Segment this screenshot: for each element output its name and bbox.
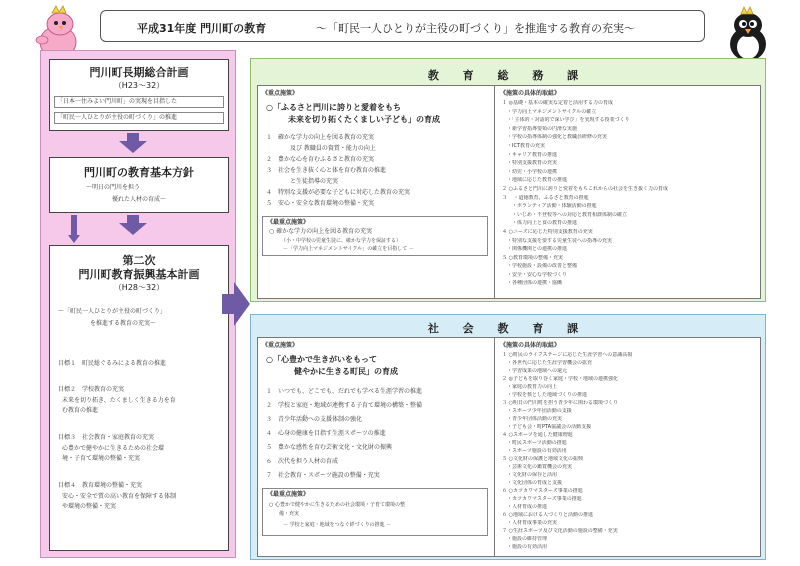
mascot-right-image [716, 4, 780, 66]
edu-focus-label: 《重点施策》 [262, 90, 299, 97]
detail-item: ・特別な支援を要する児童生徒への指導の充実 [502, 237, 613, 244]
soc-top-sub: － 学校と家庭・地域をつなぐ絆づくりの推進 － [283, 522, 392, 528]
detail-item: ・スポーツ施設の有効活用 [502, 448, 567, 454]
goal-4-head: 目標４ 教育環境の整備・充実 [58, 482, 143, 489]
arrow-left-side-icon [68, 235, 80, 243]
arrow-down-1-icon [119, 141, 147, 153]
soc-top-box [262, 488, 488, 536]
edu-detail-label: 《施策の具体的取組》 [500, 90, 561, 97]
title-bar [100, 10, 705, 42]
detail-item: ・人材育成の推進 [502, 504, 548, 510]
education-affairs-content [257, 85, 761, 299]
edu-top-head: ○ 確かな学力の向上を図る教育の充実 [269, 228, 373, 235]
detail-item: ３ ○明日の門川町を担う青少年に関わる環境づくり [502, 400, 618, 406]
education-affairs-panel [250, 58, 766, 302]
detail-item: ６ ○カツカワマスターズ事業の推進 [502, 488, 583, 494]
detail-item: ３ ・道徳教育、ふるさと教育の推進 [502, 194, 589, 201]
detail-item: ・学習成果の地域への還元 [502, 368, 568, 374]
edu-top-sub2: －「学力向上マネジメントサイクル」の確立を目指して － [283, 246, 414, 252]
goal-3-body1: 心豊かで健やかに生きるための社会環 [62, 445, 165, 452]
education-policy-box [49, 157, 229, 213]
goal-1-head: 目標１ 町民総ぐるみによる教育の推進 [58, 360, 167, 367]
edu-item-2: ２ 豊かな心を育むふるさと教育の充実 [266, 156, 375, 163]
goal-2-body2: む教育の推進 [62, 407, 99, 414]
title-left: 平成31年度 門川町の教育 [137, 22, 267, 35]
promotion-plan-title1: 第二次 [122, 254, 156, 267]
detail-item: ４ ○ニーズに応じた特別支援教育の充実 [502, 228, 593, 235]
promotion-plan-title2: 門川町教育振興基本計画 [78, 268, 200, 281]
left-plan-column [40, 50, 236, 558]
long-term-plan-box [49, 59, 229, 131]
edu-focus-head1: ○「ふるさと門川に誇りと愛着をもち [266, 103, 401, 112]
detail-item: ５ ○教育環境の整備・充実 [502, 254, 563, 261]
soc-item-5: ５ 豊かな感性を育む芸術文化・文化財の振興 [266, 444, 393, 451]
detail-item: ・各世代に応じた生涯学習機会の拡充 [502, 360, 593, 366]
soc-item-1: １ いつでも、どこでも、だれでも学べる生涯学習の推進 [266, 388, 423, 395]
social-education-panel [250, 314, 766, 560]
detail-item: ２ ○ふるさと門川に誇りと愛着をもちこれからの社会を生き抜く力の育成 [502, 185, 668, 192]
soc-top-head2: 備・充実 [279, 511, 300, 517]
arrow-down-2-icon [119, 223, 147, 235]
detail-item: ・町民スポーツ活動の推進 [502, 440, 567, 446]
long-term-plan-line1: 「日本一住みよい門川町」の実現を目指した [54, 96, 224, 108]
detail-item: ・学力向上マネジメントサイクルの確立 [502, 108, 597, 115]
soc-detail-label: 《施策の具体的取組》 [500, 342, 561, 349]
goal-3-body2: 境・子育て環境の整備・充実 [62, 455, 141, 462]
detail-item: ・地域に応じた教育の推進 [502, 177, 568, 184]
detail-item: ・スポーツ少年団活動の支援 [502, 408, 572, 414]
soc-detail-list [502, 352, 758, 552]
detail-item: ・子ども会・町PTA協議会の活動支援 [502, 424, 592, 430]
arrow-down-1-stem [127, 133, 139, 141]
edu-item-1b: 及び 教職員の資質・能力の向上 [266, 145, 376, 152]
detail-item: ・安全・安心な学校づくり [502, 271, 568, 278]
detail-item: ・カツカワマスターズ事業の推進 [502, 496, 582, 502]
promotion-plan-period: （H28～32） [113, 283, 165, 292]
education-divider [494, 86, 495, 298]
goal-4-body1: 安心・安全で質の高い教育を保障する体制 [62, 493, 177, 500]
edu-item-5: ５ 安心・安全な教育環境の整備・充実 [266, 200, 375, 207]
title-right: ～「町民一人ひとりが主役の町づくり」を推進する教育の充実～ [316, 22, 635, 35]
detail-item: ・施設の有効活用 [502, 544, 548, 550]
detail-item: ・特別支援教育の充実 [502, 160, 558, 167]
soc-focus-label: 《重点施策》 [262, 342, 299, 349]
soc-item-3: ３ 青少年活動への支援体制の強化 [266, 416, 363, 423]
detail-item: ４ ○スポーツを通した健康増進 [502, 432, 573, 438]
edu-item-3b: と生徒指導の充実 [266, 178, 339, 185]
edu-focus-head2: 未来を切り拓くたくましい子ども」の育成 [288, 115, 440, 124]
detail-item: ・学校を核とした地域づくりの推進 [502, 392, 588, 398]
detail-item: ７ ○生涯スポーツ及び文化活動の施設の整備・充実 [502, 528, 618, 534]
detail-item: ・学校の指導体制の強化と教職員研修の充実 [502, 134, 608, 141]
goal-3-head: 目標３ 社会教育・家庭教育の充実 [58, 434, 155, 441]
detail-item: ６ ○地域における人づくりと活動の推進 [502, 512, 593, 518]
detail-item: ・体力向上と食の教育の推進 [502, 220, 578, 227]
detail-item: １ ○町民のライフステージに応じた生涯学習への意識高揚 [502, 352, 633, 358]
soc-item-2: ２ 学校と家庭・地域が連携する子育て環境の構築・整備 [266, 402, 423, 409]
arrow-down-2-stem [127, 215, 139, 223]
soc-item-4: ４ 心身の健康を目指す生涯スポーツの推進 [266, 430, 386, 437]
detail-item: ・芸術文化の鑑賞機会の充実 [502, 464, 573, 470]
detail-item: ２ ◎子どもを取り巻く家庭・学校・地域の連携強化 [502, 376, 618, 382]
soc-top-head1: ○ 心豊かで健やかに生きるための社会環境・子育て環境の整 [269, 502, 405, 508]
goal-2-head: 目標２ 学校教育の充実 [58, 386, 125, 393]
detail-item: ・キャリア教育の推進 [502, 151, 558, 158]
detail-item: ・青少年団体活動の充実 [502, 416, 563, 422]
goal-4-body2: や環境の整備・充実 [62, 503, 117, 510]
detail-item: ・文化団体の育成と支援 [502, 480, 563, 486]
soc-item-7: ７ 社会教育・スポーツ施設の整備・充実 [266, 472, 380, 479]
detail-item: ・ボランティア活動・体験活動の推進 [502, 203, 597, 210]
edu-detail-list [502, 100, 758, 289]
soc-focus-head1: ○「心豊かで生きがいをもって [266, 355, 377, 364]
edu-top-box [262, 216, 488, 256]
education-affairs-title: 教 育 総 務 課 [427, 69, 589, 82]
detail-item: ・「主体的・対話的で深い学び」を実現する授業づくり [502, 117, 630, 124]
detail-item: ・幼児・小学校の連携 [502, 168, 558, 175]
soc-top-label: 《最重点施策》 [267, 491, 310, 498]
detail-item: ・いじめ・不登校等への対応と教育相談体制の確立 [502, 211, 628, 218]
promotion-plan-sub2: を推進する教育の充実～ [90, 320, 157, 327]
education-policy-line1: ～明日の門川を担う [86, 184, 141, 191]
long-term-plan-line2: 「町民一人ひとりが主役の町づくり」の推進 [54, 112, 224, 124]
detail-item: ・人材育成事業の充実 [502, 520, 558, 526]
goal-2-body1: 未来を切り拓き、たくましく生きる力を育 [62, 397, 176, 404]
promotion-plan-box [49, 245, 229, 551]
detail-item: ・学校施設・設備の改善と整備 [502, 263, 578, 270]
promotion-plan-sub1: ～「町民一人ひとりが主役の町づくり」 [58, 308, 167, 315]
education-policy-line2: 優れた人材の育成～ [112, 196, 167, 203]
arrow-left-side-stem [71, 215, 77, 235]
detail-item: ・家庭の教育力の向上 [502, 384, 558, 390]
detail-item: １ ◎基礎・基本の確実な定着と活用する力の育成 [502, 100, 613, 106]
social-education-title: 社 会 教 育 課 [427, 322, 589, 335]
detail-item: ・新学習指導要領の円滑な実施 [502, 125, 578, 132]
edu-top-label: 《最重点施策》 [267, 219, 310, 226]
long-term-plan-title: 門川町長期総合計画 [89, 66, 189, 79]
social-divider [494, 338, 495, 556]
edu-item-4: ４ 特別な支援が必要な子どもに対応した教育の充実 [266, 189, 411, 196]
detail-item: ５ ○文化財の保護と地域文化の振興 [502, 456, 583, 462]
edu-top-sub1: （小・中学校の児童生徒に、確かな学力を保証する） [281, 238, 402, 244]
detail-item: ・各種団体の連携・協働 [502, 280, 563, 287]
detail-item: ・関係機関との連携の推進 [502, 246, 568, 253]
edu-item-3: ３ 社会を生き抜く心と体を育む教育の推進 [266, 167, 387, 174]
soc-item-6: ６ 次代を担う人材の育成 [266, 458, 339, 465]
detail-item: ・文化財の保存と活用 [502, 472, 558, 478]
detail-item: ・ICT教育の充実 [502, 142, 546, 149]
detail-item: ・施設の維持管理 [502, 536, 548, 542]
education-policy-title: 門川町の教育基本方針 [84, 166, 194, 179]
arrow-right-icon [234, 282, 250, 326]
social-education-content [257, 337, 761, 557]
soc-focus-head2: 健やかに生きる町民」の育成 [294, 367, 398, 376]
long-term-plan-period: （H23～32） [113, 81, 165, 90]
edu-item-1: １ 確かな学力の向上を図る教育の充実 [266, 134, 375, 141]
